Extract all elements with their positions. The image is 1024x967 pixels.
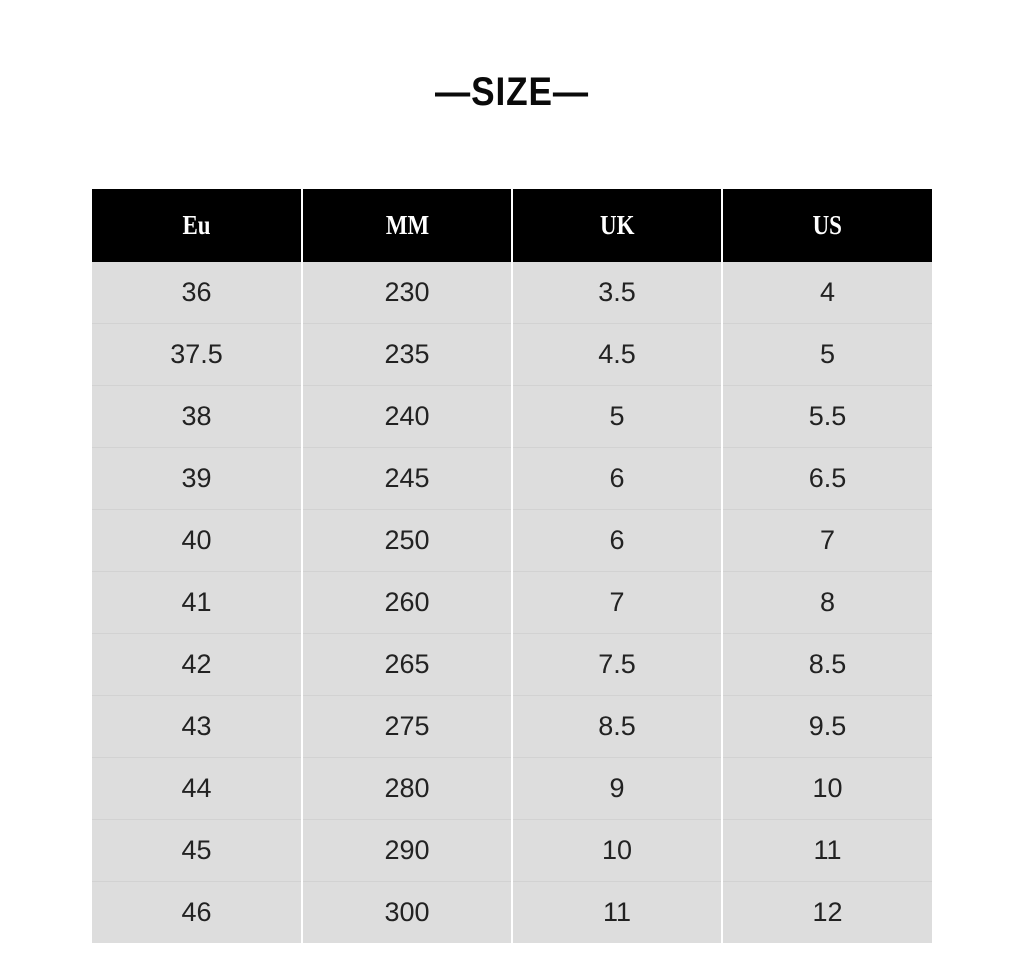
cell-eu: 42 [92, 634, 302, 696]
cell-mm: 250 [302, 510, 512, 572]
cell-uk: 7.5 [512, 634, 722, 696]
cell-eu: 40 [92, 510, 302, 572]
cell-uk: 4.5 [512, 324, 722, 386]
cell-uk: 10 [512, 820, 722, 882]
cell-us: 8 [722, 572, 932, 634]
cell-mm: 230 [302, 262, 512, 324]
cell-mm: 245 [302, 448, 512, 510]
cell-us: 7 [722, 510, 932, 572]
cell-us: 4 [722, 262, 932, 324]
table-row [92, 634, 932, 696]
cell-uk: 7 [512, 572, 722, 634]
cell-mm: 290 [302, 820, 512, 882]
table-row [92, 820, 932, 882]
cell-mm: 265 [302, 634, 512, 696]
cell-eu: 41 [92, 572, 302, 634]
cell-us: 12 [722, 882, 932, 944]
cell-uk: 6 [512, 448, 722, 510]
column-header-eu-label: Eu [182, 210, 211, 240]
column-header-us [722, 189, 932, 262]
cell-mm: 260 [302, 572, 512, 634]
size-table [92, 189, 932, 943]
cell-uk: 5 [512, 386, 722, 448]
table-row [92, 324, 932, 386]
cell-us: 9.5 [722, 696, 932, 758]
cell-eu: 37.5 [92, 324, 302, 386]
table-row [92, 386, 932, 448]
table-row [92, 882, 932, 944]
cell-eu: 39 [92, 448, 302, 510]
cell-mm: 300 [302, 882, 512, 944]
cell-eu: 45 [92, 820, 302, 882]
page-title: —SIZE— [435, 70, 589, 114]
column-header-eu [92, 189, 302, 262]
cell-uk: 6 [512, 510, 722, 572]
cell-us: 11 [722, 820, 932, 882]
cell-mm: 275 [302, 696, 512, 758]
cell-uk: 11 [512, 882, 722, 944]
table-row [92, 696, 932, 758]
cell-uk: 3.5 [512, 262, 722, 324]
table-row [92, 758, 932, 820]
cell-mm: 235 [302, 324, 512, 386]
cell-eu: 38 [92, 386, 302, 448]
table-body [92, 262, 932, 943]
cell-us: 5 [722, 324, 932, 386]
column-header-mm [302, 189, 512, 262]
table-row [92, 262, 932, 324]
cell-eu: 43 [92, 696, 302, 758]
cell-us: 8.5 [722, 634, 932, 696]
column-header-mm-label: MM [385, 210, 429, 240]
column-header-uk-label: UK [599, 210, 635, 240]
cell-mm: 240 [302, 386, 512, 448]
table-row [92, 572, 932, 634]
table-header-row [92, 189, 932, 262]
cell-eu: 46 [92, 882, 302, 944]
table-header [92, 189, 932, 262]
cell-uk: 8.5 [512, 696, 722, 758]
column-header-uk [512, 189, 722, 262]
cell-us: 5.5 [722, 386, 932, 448]
cell-mm: 280 [302, 758, 512, 820]
cell-uk: 9 [512, 758, 722, 820]
cell-us: 10 [722, 758, 932, 820]
table-row [92, 510, 932, 572]
cell-us: 6.5 [722, 448, 932, 510]
column-header-us-label: US [812, 210, 843, 240]
size-table-container [92, 189, 932, 943]
cell-eu: 44 [92, 758, 302, 820]
table-row [92, 448, 932, 510]
cell-eu: 36 [92, 262, 302, 324]
